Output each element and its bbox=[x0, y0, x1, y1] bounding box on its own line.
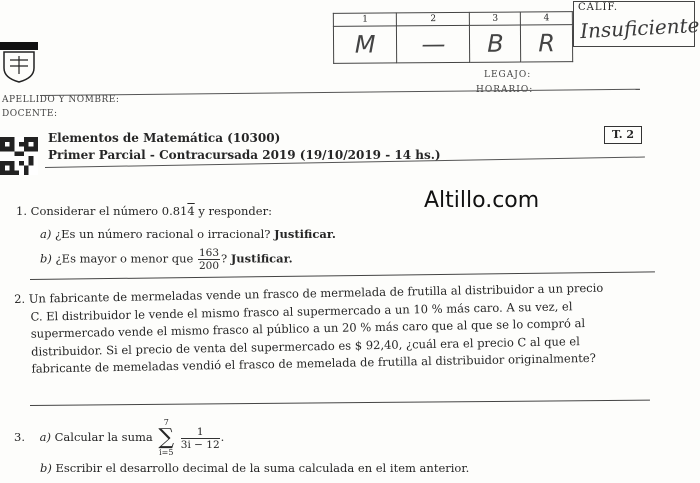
problem-1b-denominator: 200 bbox=[198, 260, 220, 272]
legajo-label: LEGAJO: bbox=[484, 70, 532, 80]
problem-1b-fraction bbox=[198, 247, 220, 272]
calif-label: CALIF. bbox=[578, 2, 619, 13]
sum-upper-limit: 7 bbox=[163, 418, 169, 427]
docente-label: DOCENTE: bbox=[2, 109, 58, 119]
qr-code-icon bbox=[0, 137, 38, 175]
problem-1-intro-end: y responder: bbox=[194, 204, 272, 218]
problem-2-line-3: supermercado vende el mismo frasco al público a un 20 % más caro que al que se lo compró al bbox=[30, 316, 586, 341]
problem-1-intro bbox=[16, 204, 272, 218]
problem-1-intro-text: Considerar el número 0.81 bbox=[30, 204, 188, 218]
problem-1a-text: ¿Es un número racional o irracional? bbox=[55, 227, 271, 241]
problem-3a-denominator: 3i − 12 bbox=[180, 438, 220, 451]
problem-2-number: 2. bbox=[14, 291, 26, 306]
sum-lower-limit: i=5 bbox=[159, 448, 174, 457]
problem-3a-label: a) bbox=[39, 430, 51, 444]
problem-2-divider bbox=[30, 400, 650, 406]
problem-3a-period: . bbox=[220, 430, 225, 444]
problem-1b-label: b) bbox=[40, 251, 52, 266]
grade-answer-4: R bbox=[521, 25, 573, 62]
summation-symbol bbox=[158, 418, 174, 458]
grade-header-2: 2 bbox=[397, 12, 470, 26]
problem-3a-fraction bbox=[181, 426, 220, 451]
problem-1b-question: ? bbox=[221, 251, 228, 266]
problem-3b-label: b) bbox=[40, 461, 52, 475]
problem-2 bbox=[14, 280, 605, 379]
grade-header-4: 4 bbox=[521, 12, 573, 25]
calif-handwritten-grade: Insuficiente bbox=[579, 12, 700, 44]
problem-1a-justify: Justificar. bbox=[274, 227, 336, 241]
problem-1-divider bbox=[30, 271, 655, 280]
problem-3a-text: Calcular la suma bbox=[54, 430, 153, 444]
apellido-label: APELLIDO Y NOMBRE: bbox=[2, 95, 120, 105]
problem-2-line-2: C. El distribuidor le vende el mismo frasco al supermercado a un 10 % más caro. A su vez, el bbox=[30, 298, 573, 324]
problem-1-number: 1. bbox=[16, 204, 27, 218]
grade-table bbox=[333, 11, 573, 64]
sigma-icon: ∑ bbox=[158, 425, 175, 450]
problem-2-text-1: Un fabricante de mermeladas vende un frasco de mermelada de frutilla al distribuidor a un precio bbox=[28, 280, 604, 306]
problem-1b bbox=[40, 247, 293, 272]
problem-1-period-digit: 4 bbox=[187, 204, 195, 218]
problem-3b-text: Escribir el desarrollo decimal de la suma calculada en el item anterior. bbox=[55, 461, 470, 475]
grade-header-3: 3 bbox=[470, 12, 521, 25]
horario-label: HORARIO: bbox=[476, 85, 534, 95]
grade-header-1: 1 bbox=[333, 13, 396, 26]
problem-1a-label: a) bbox=[40, 227, 52, 241]
student-info-divider bbox=[40, 89, 640, 96]
problem-1b-text: ¿Es mayor o menor que bbox=[55, 251, 194, 266]
problem-3-number: 3. bbox=[14, 430, 25, 444]
watermark: Altillo.com bbox=[424, 188, 540, 213]
exam-title: Primer Parcial - Contracursada 2019 (19/10/2019 - 14 hs.) bbox=[48, 148, 441, 162]
problem-3a-numerator: 1 bbox=[181, 426, 220, 439]
problem-1b-numerator: 163 bbox=[198, 247, 220, 259]
problem-1b-justify: Justificar. bbox=[230, 251, 293, 266]
grade-answer-1: M bbox=[333, 26, 397, 63]
tema-box: T. 2 bbox=[604, 126, 642, 144]
problem-2-line-4: distribuidor. Si el precio de venta del supermercado es $ 92,40, ¿cuál era el precio C al que el bbox=[31, 333, 580, 359]
problem-2-line-5: fabricante de memeladas vendió el frasco de memelada de frutilla al distribuidor originalmente? bbox=[31, 350, 596, 376]
problem-3a bbox=[14, 418, 224, 458]
problem-3b bbox=[40, 461, 469, 475]
grade-answer-2: — bbox=[397, 25, 470, 63]
course-title: Elementos de Matemática (10300) bbox=[48, 131, 281, 145]
problem-1a bbox=[40, 227, 336, 241]
grade-answer-3: B bbox=[470, 25, 521, 62]
university-stamp-icon bbox=[0, 42, 38, 84]
